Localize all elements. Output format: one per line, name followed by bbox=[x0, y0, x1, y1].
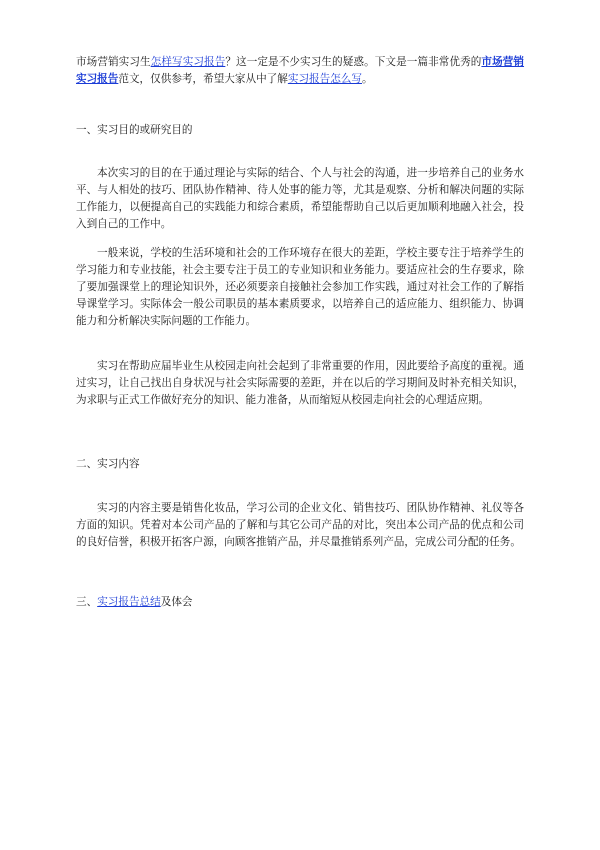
intro-text-4: 。 bbox=[362, 73, 373, 85]
paragraph-internship-importance: 实习在帮助应届毕业生从校园走向社会起到了非常重要的作用，因此要给予高度的重视。通过实习，让自己找出自身状况与社会实际需要的差距，并在以后的学习期间及时补充相关知识，为求职与正式工作做好充分的知识、能力准备，从而缩短从校园走向社会的心理适应期。 bbox=[76, 360, 524, 406]
intro-text-3: 范文，仅供参考，希望大家从中了解 bbox=[118, 73, 288, 85]
section-heading-content: 二、实习内容 bbox=[76, 458, 140, 470]
intro-text-2: ？这一定是不少实习生的疑惑。下文是一篇非常优秀的 bbox=[225, 56, 482, 68]
intro-paragraph bbox=[76, 54, 524, 88]
section-heading-purpose: 一、实习目的或研究目的 bbox=[76, 124, 193, 136]
paragraph-purpose: 本次实习的目的在于通过理论与实际的结合、个人与社会的沟通，进一步培养自己的业务水平、与人相处的技巧、团队协作精神、待人处事的能力等，尤其是观察、分析和解决问题的实际工作能力，以便提高自己的实践能力和综合素质，希望能帮助自己以后更加顺利地融入社会，投入到自己的工作中。 bbox=[76, 167, 524, 230]
paragraph-school-vs-society: 一般来说，学校的生活环境和社会的工作环境存在很大的差距，学校主要专注于培养学生的学习能力和专业技能，社会主要专注于员工的专业知识和业务能力。要适应社会的生存要求，除了要加强课堂上的理论知识外，还必须要亲自接触社会参加工作实践，通过对社会工作的了解指导课堂学习。实际体会一般公司职员的基本素质要求，以培养自己的适应能力、组织能力、协调能力和分析解决实际问题的工作能力。 bbox=[76, 247, 524, 327]
section-heading-summary bbox=[76, 594, 524, 611]
intro-text-1: 市场营销实习生 bbox=[76, 56, 151, 68]
paragraph-internship-content: 实习的内容主要是销售化妆品，学习公司的企业文化、销售技巧、团队协作精神、礼仪等各方面的知识。凭着对本公司产品的了解和与其它公司产品的对比，突出本公司产品的优点和公司的良好信誉，积极开拓客户源，向顾客推销产品，并尽量推销系列产品，完成公司分配的任务。 bbox=[76, 502, 524, 548]
marketing-internship-report-link[interactable]: 市场营销实习报告 bbox=[76, 56, 525, 85]
how-to-write-report-link[interactable]: 怎样写实习报告 bbox=[150, 56, 226, 68]
report-writing-guide-link[interactable]: 实习报告怎么写 bbox=[287, 73, 363, 85]
report-summary-link[interactable]: 实习报告总结 bbox=[97, 596, 161, 608]
summary-heading-suffix: 及体会 bbox=[160, 596, 193, 608]
summary-heading-prefix: 三、 bbox=[76, 596, 98, 608]
